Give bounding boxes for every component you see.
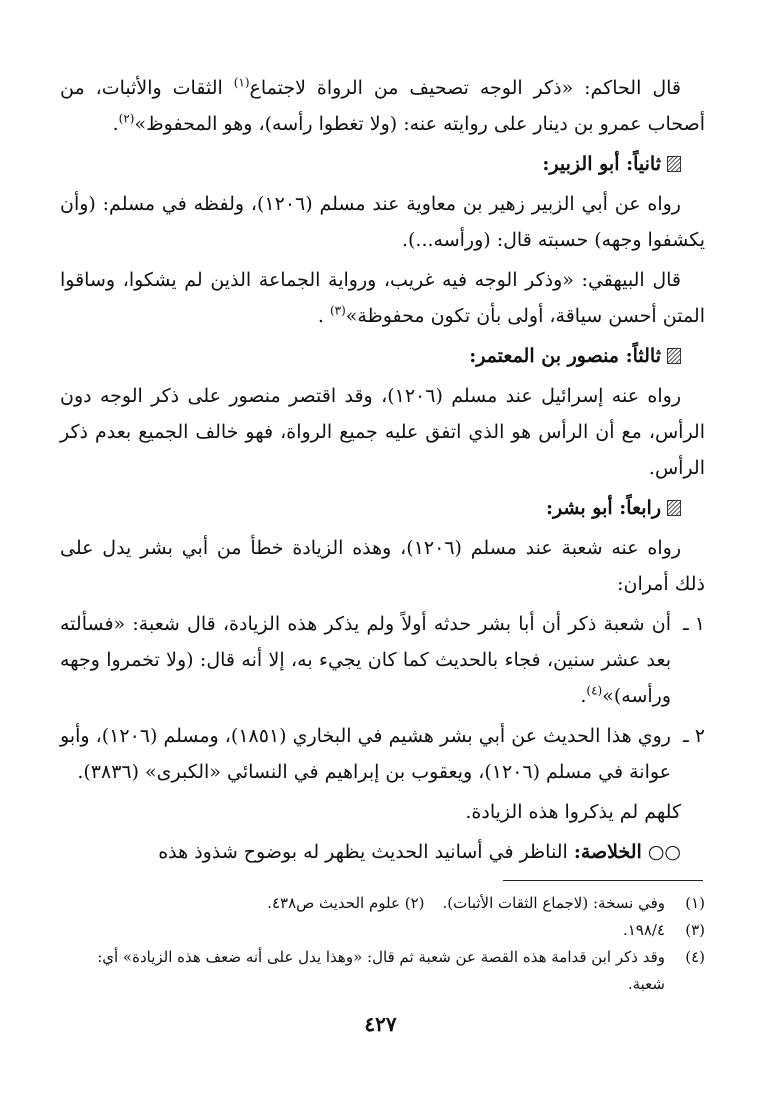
paragraph-bayhaqi: قال البيهقي: «وذكر الوجه فيه غريب، ورواية الجماعة الذين لم يشكوا، وساقوا المتن أحسن سياقة، أولى بأن تكون محفوظة»$^{(٣)}$ . — [60, 269, 705, 327]
footnote-ref-2: (٢) — [118, 111, 135, 126]
page-number: ٤٢٧ — [364, 1012, 397, 1036]
footnote-1-2: (١) وفي نسخة: (لاجماع الثقات الأثبات).(٢) علوم الحديث ص٤٣٨. — [267, 894, 705, 912]
square-bullet-icon — [667, 348, 681, 364]
list-number: ٢ ـ — [683, 725, 705, 747]
heading-mansur: ثالثاً: منصور بن المعتمر: — [60, 338, 705, 374]
footnote-3: (٣) ١٩٨/٤. — [622, 921, 705, 939]
list-item-2: ٢ ـ روي هذا الحديث عن أبي بشر هشيم في البخاري (١٨٥١)، ومسلم (١٢٠٦)، وأبو عوانة في مسلم (١٢٠٦)، ويعقوب بن إبراهيم في النسائي «الكبرى» (٣٨٣٦). — [60, 718, 705, 790]
heading-abu-zubair: ثانياً: أبو الزبير: — [60, 146, 705, 182]
heading-abu-bishr: رابعاً: أبو بشر: — [60, 490, 705, 526]
footnote-ref-4: (٤) — [586, 683, 603, 698]
paragraph-none-mentioned: كلهم لم يذكروا هذه الزيادة. — [465, 801, 681, 823]
page-body — [60, 70, 705, 874]
paragraph-israil: رواه عنه إسرائيل عند مسلم (١٢٠٦)، وقد اقتصر منصور على ذكر الوجه دون الرأس، مع أن الرأس هو الذي اتفق عليه جميع الرواة، فهو خالف الجميع بعدم ذكر الرأس. — [60, 385, 705, 479]
conclusion-label: الخلاصة: — [573, 841, 642, 863]
square-bullet-icon — [667, 500, 681, 516]
list-item-1: ١ ـ أن شعبة ذكر أن أبا بشر حدثه أولاً ولم يذكر هذه الزيادة، قال شعبة: «فسألته بعد عشر سنين، فجاء بالحديث كما كان يجيء به، إلا أنه قال: (ولا تخمروا وجهه ورأسه)»$^{(٤)}$. — [60, 606, 705, 714]
paragraph-zuhair: رواه عن أبي الزبير زهير بن معاوية عند مسلم (١٢٠٦)، ولفظه في مسلم: (وأن يكشفوا وجهه) حسبته قال: (ورأسه...). — [60, 193, 705, 251]
footnote-4: (٤) وقد ذكر ابن قدامة هذه القصة عن شعبة ثم قال: «وهذا يدل على أنه ضعف هذه الزيادة» أي: شعبة. — [97, 948, 705, 993]
footnote-divider — [503, 880, 703, 881]
double-circle-icon: ○○ — [647, 841, 681, 863]
footnote-ref-3: (٣) — [329, 303, 346, 318]
list-number: ١ ـ — [683, 613, 705, 635]
square-bullet-icon — [667, 156, 681, 172]
paragraph-conclusion: ○○الخلاصة: الناظر في أسانيد الحديث يظهر له بوضوح شذوذ هذه — [158, 841, 681, 863]
paragraph-hakim: قال الحاكم: «ذكر الوجه تصحيف من الرواة لاجتماع$^{(١)}$ الثقات والأثبات، من أصحاب عمرو بن دينار على روايته عنه: (ولا تغطوا رأسه)، وهو المحفوظ»$^{(٢)}$. — [60, 75, 705, 135]
paragraph-shuba: رواه عنه شعبة عند مسلم (١٢٠٦)، وهذه الزيادة خطأ من أبي بشر يدل على ذلك أمران: — [60, 537, 705, 595]
footnotes — [60, 890, 705, 998]
footnote-ref-1: (١) — [233, 75, 250, 90]
